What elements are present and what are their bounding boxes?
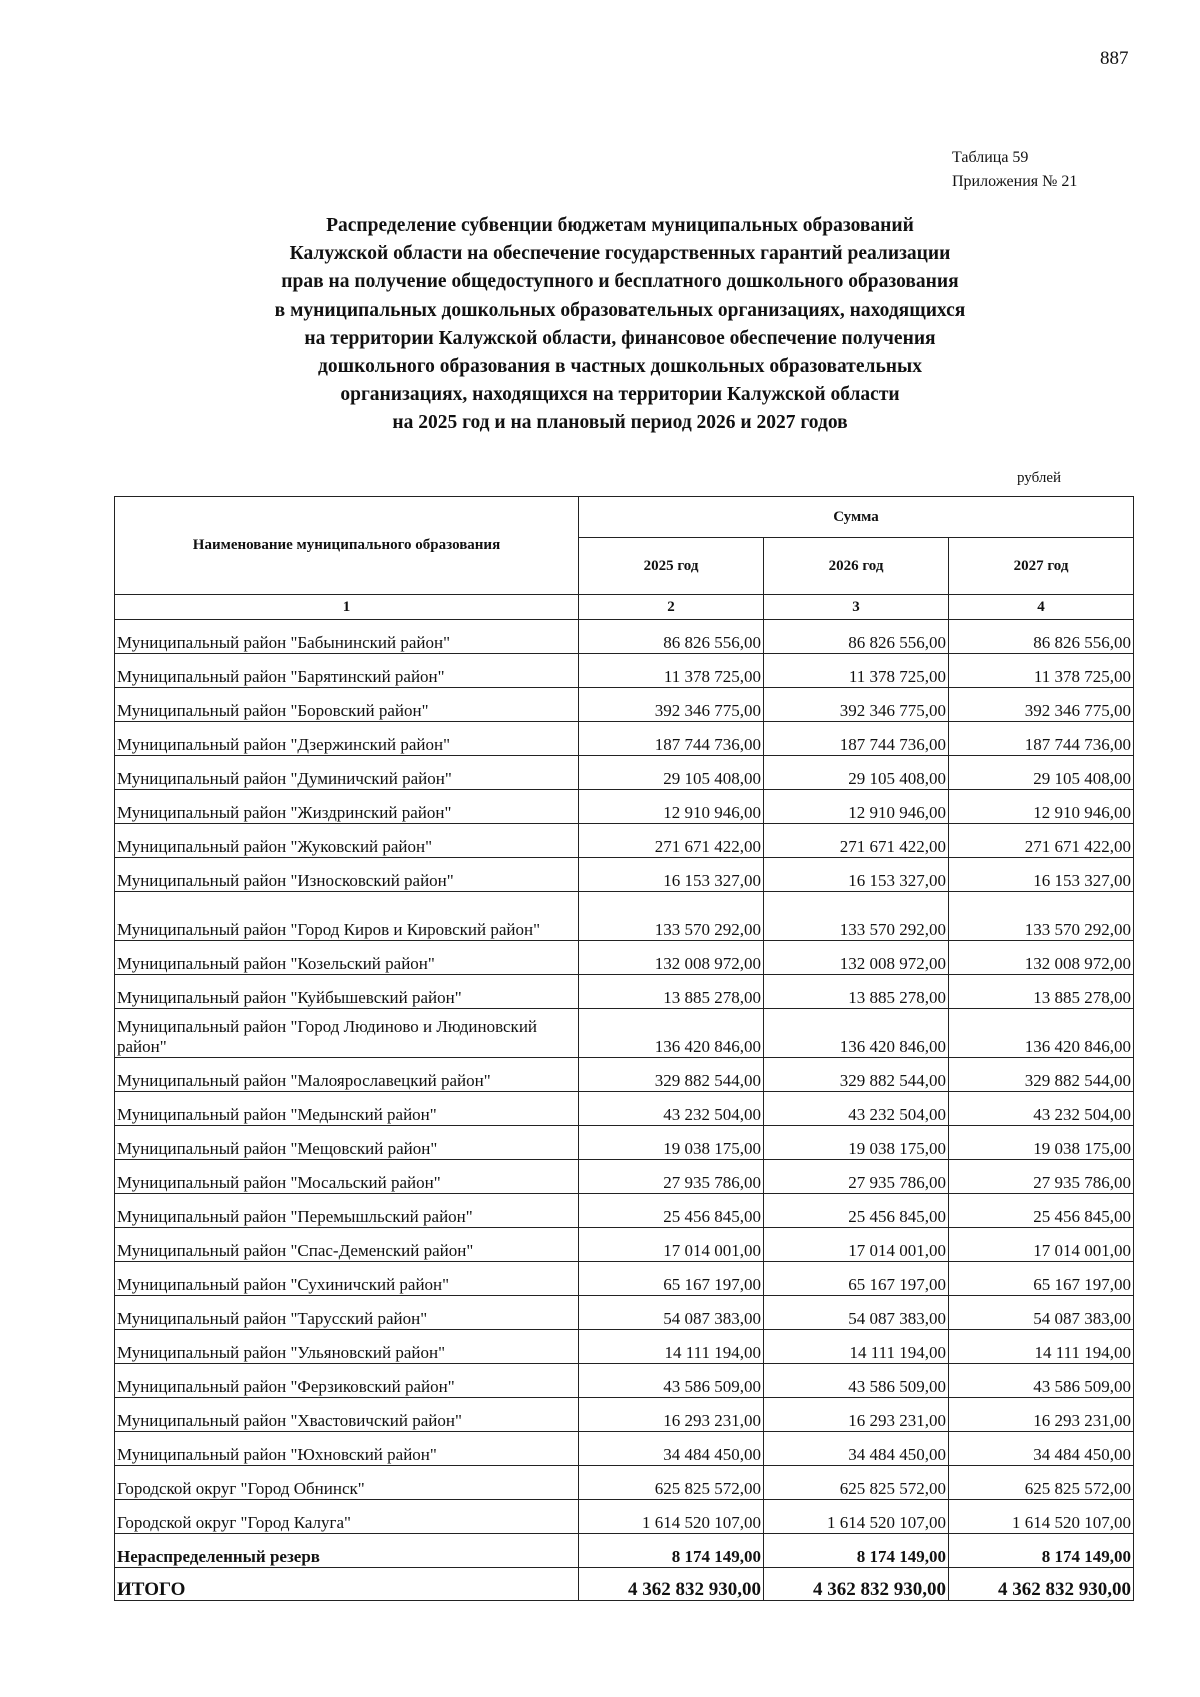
municipality-name: Муниципальный район "Юхновский район" <box>115 1432 579 1466</box>
table-row <box>115 1228 1134 1262</box>
municipality-name: Муниципальный район "Хвастовичский район" <box>115 1398 579 1432</box>
value-2025: 329 882 544,00 <box>579 1058 764 1092</box>
value-2026: 29 105 408,00 <box>764 756 949 790</box>
municipality-name: Муниципальный район "Город Киров и Кировский район" <box>115 892 579 941</box>
value-2025: 14 111 194,00 <box>579 1330 764 1364</box>
title-line: на территории Калужской области, финансовое обеспечение получения <box>304 327 936 349</box>
value-2025: 43 586 509,00 <box>579 1364 764 1398</box>
title-line: Калужской области на обеспечение государственных гарантий реализации <box>289 243 951 265</box>
value-2027: 16 153 327,00 <box>949 858 1134 892</box>
table-row <box>115 1330 1134 1364</box>
table-body <box>115 620 1134 1601</box>
header-sum: Сумма <box>579 497 1134 538</box>
municipality-name: Муниципальный район "Мещовский район" <box>115 1126 579 1160</box>
value-2027: 187 744 736,00 <box>949 722 1134 756</box>
value-2025: 1 614 520 107,00 <box>579 1500 764 1534</box>
table-number: Таблица 59 <box>952 149 1029 166</box>
value-2027: 136 420 846,00 <box>949 1009 1134 1058</box>
title-line: на 2025 год и на плановый период 2026 и 2027 годов <box>392 412 848 434</box>
value-2026: 25 456 845,00 <box>764 1194 949 1228</box>
value-2026: 14 111 194,00 <box>764 1330 949 1364</box>
value-2026: 625 825 572,00 <box>764 1466 949 1500</box>
value-2025: 54 087 383,00 <box>579 1296 764 1330</box>
value-2026: 65 167 197,00 <box>764 1262 949 1296</box>
value-2025: 392 346 775,00 <box>579 688 764 722</box>
value-2025: 13 885 278,00 <box>579 975 764 1009</box>
value-2025: 4 362 832 930,00 <box>579 1568 764 1601</box>
table-row <box>115 1194 1134 1228</box>
column-number: 3 <box>764 595 949 620</box>
title-line: в муниципальных дошкольных образовательных организациях, находящихся <box>274 299 966 321</box>
value-2026: 17 014 001,00 <box>764 1228 949 1262</box>
municipality-name: Муниципальный район "Медынский район" <box>115 1092 579 1126</box>
value-2026: 12 910 946,00 <box>764 790 949 824</box>
municipality-name: Муниципальный район "Бабынинский район" <box>115 620 579 654</box>
value-2026: 19 038 175,00 <box>764 1126 949 1160</box>
municipality-name: Муниципальный район "Ульяновский район" <box>115 1330 579 1364</box>
column-number: 4 <box>949 595 1134 620</box>
municipality-name: Муниципальный район "Сухиничский район" <box>115 1262 579 1296</box>
value-2025: 16 153 327,00 <box>579 858 764 892</box>
table-row <box>115 824 1134 858</box>
value-2027: 43 586 509,00 <box>949 1364 1134 1398</box>
value-2026: 133 570 292,00 <box>764 892 949 941</box>
value-2027: 13 885 278,00 <box>949 975 1134 1009</box>
value-2026: 392 346 775,00 <box>764 688 949 722</box>
value-2025: 86 826 556,00 <box>579 620 764 654</box>
column-number: 1 <box>115 595 579 620</box>
value-2025: 25 456 845,00 <box>579 1194 764 1228</box>
value-2027: 14 111 194,00 <box>949 1330 1134 1364</box>
municipality-name: Муниципальный район "Тарусский район" <box>115 1296 579 1330</box>
page-number: 887 <box>1100 48 1129 69</box>
value-2027: 29 105 408,00 <box>949 756 1134 790</box>
value-2025: 12 910 946,00 <box>579 790 764 824</box>
value-2027: 329 882 544,00 <box>949 1058 1134 1092</box>
value-2027: 86 826 556,00 <box>949 620 1134 654</box>
value-2026: 16 153 327,00 <box>764 858 949 892</box>
appendix-number: Приложения № 21 <box>952 173 1078 190</box>
column-number: 2 <box>579 595 764 620</box>
value-2027: 625 825 572,00 <box>949 1466 1134 1500</box>
value-2026: 43 586 509,00 <box>764 1364 949 1398</box>
value-2026: 86 826 556,00 <box>764 620 949 654</box>
value-2027: 54 087 383,00 <box>949 1296 1134 1330</box>
value-2025: 133 570 292,00 <box>579 892 764 941</box>
value-2027: 133 570 292,00 <box>949 892 1134 941</box>
municipality-name: Городской округ "Город Обнинск" <box>115 1466 579 1500</box>
value-2026: 187 744 736,00 <box>764 722 949 756</box>
units-label: рублей <box>1017 470 1062 486</box>
value-2027: 17 014 001,00 <box>949 1228 1134 1262</box>
table-row <box>115 858 1134 892</box>
value-2026: 271 671 422,00 <box>764 824 949 858</box>
table-row <box>115 1160 1134 1194</box>
value-2026: 4 362 832 930,00 <box>764 1568 949 1601</box>
value-2025: 8 174 149,00 <box>579 1534 764 1568</box>
table-row <box>115 892 1134 941</box>
table-row <box>115 1534 1134 1568</box>
table-row <box>115 1500 1134 1534</box>
municipality-name: Муниципальный район "Жуковский район" <box>115 824 579 858</box>
municipality-name: Муниципальный район "Малоярославецкий район" <box>115 1058 579 1092</box>
value-2025: 11 378 725,00 <box>579 654 764 688</box>
value-2026: 8 174 149,00 <box>764 1534 949 1568</box>
value-2027: 25 456 845,00 <box>949 1194 1134 1228</box>
subvention-table <box>114 496 1134 1601</box>
value-2025: 625 825 572,00 <box>579 1466 764 1500</box>
municipality-name: Муниципальный район "Дзержинский район" <box>115 722 579 756</box>
municipality-name: Городской округ "Город Калуга" <box>115 1500 579 1534</box>
title-line: дошкольного образования в частных дошкольных образовательных <box>318 356 922 378</box>
value-2027: 11 378 725,00 <box>949 654 1134 688</box>
value-2025: 29 105 408,00 <box>579 756 764 790</box>
title-line: организациях, находящихся на территории Калужской области <box>340 384 900 406</box>
value-2026: 13 885 278,00 <box>764 975 949 1009</box>
municipality-name: Нераспределенный резерв <box>115 1534 579 1568</box>
value-2027: 34 484 450,00 <box>949 1432 1134 1466</box>
value-2027: 12 910 946,00 <box>949 790 1134 824</box>
value-2026: 132 008 972,00 <box>764 941 949 975</box>
value-2025: 17 014 001,00 <box>579 1228 764 1262</box>
value-2027: 65 167 197,00 <box>949 1262 1134 1296</box>
header-2026: 2026 год <box>764 538 949 595</box>
table-row <box>115 1126 1134 1160</box>
table-row <box>115 1058 1134 1092</box>
municipality-name: Муниципальный район "Спас-Деменский район" <box>115 1228 579 1262</box>
municipality-name: Муниципальный район "Думиничский район" <box>115 756 579 790</box>
table-row <box>115 756 1134 790</box>
table-row <box>115 1296 1134 1330</box>
table-row <box>115 1009 1134 1058</box>
municipality-name: Муниципальный район "Ферзиковский район" <box>115 1364 579 1398</box>
table-row <box>115 790 1134 824</box>
table-row <box>115 722 1134 756</box>
value-2025: 19 038 175,00 <box>579 1126 764 1160</box>
municipality-name: Муниципальный район "Боровский район" <box>115 688 579 722</box>
value-2025: 136 420 846,00 <box>579 1009 764 1058</box>
value-2025: 43 232 504,00 <box>579 1092 764 1126</box>
value-2026: 34 484 450,00 <box>764 1432 949 1466</box>
table-row <box>115 1432 1134 1466</box>
value-2025: 132 008 972,00 <box>579 941 764 975</box>
value-2025: 271 671 422,00 <box>579 824 764 858</box>
table-row <box>115 1568 1134 1601</box>
header-2027: 2027 год <box>949 538 1134 595</box>
value-2027: 8 174 149,00 <box>949 1534 1134 1568</box>
title-line: прав на получение общедоступного и бесплатного дошкольного образования <box>281 271 959 293</box>
municipality-name: ИТОГО <box>115 1568 579 1601</box>
municipality-name: Муниципальный район "Город Людиново и Людиновский район" <box>115 1009 579 1058</box>
table-row <box>115 1262 1134 1296</box>
title-line: Распределение субвенции бюджетам муниципальных образований <box>326 215 914 236</box>
municipality-name: Муниципальный район "Барятинский район" <box>115 654 579 688</box>
value-2027: 4 362 832 930,00 <box>949 1568 1134 1601</box>
value-2025: 27 935 786,00 <box>579 1160 764 1194</box>
value-2026: 1 614 520 107,00 <box>764 1500 949 1534</box>
value-2026: 27 935 786,00 <box>764 1160 949 1194</box>
table-row <box>115 1364 1134 1398</box>
value-2027: 16 293 231,00 <box>949 1398 1134 1432</box>
table-row <box>115 620 1134 654</box>
value-2025: 16 293 231,00 <box>579 1398 764 1432</box>
value-2025: 65 167 197,00 <box>579 1262 764 1296</box>
header-2025: 2025 год <box>579 538 764 595</box>
table-row <box>115 1092 1134 1126</box>
value-2025: 187 744 736,00 <box>579 722 764 756</box>
municipality-name: Муниципальный район "Перемышльский район" <box>115 1194 579 1228</box>
table-row <box>115 975 1134 1009</box>
value-2027: 392 346 775,00 <box>949 688 1134 722</box>
municipality-name: Муниципальный район "Куйбышевский район" <box>115 975 579 1009</box>
municipality-name: Муниципальный район "Козельский район" <box>115 941 579 975</box>
value-2026: 136 420 846,00 <box>764 1009 949 1058</box>
municipality-name: Муниципальный район "Износковский район" <box>115 858 579 892</box>
value-2026: 16 293 231,00 <box>764 1398 949 1432</box>
municipality-name: Муниципальный район "Мосальский район" <box>115 1160 579 1194</box>
value-2027: 1 614 520 107,00 <box>949 1500 1134 1534</box>
table-row <box>115 1466 1134 1500</box>
value-2026: 329 882 544,00 <box>764 1058 949 1092</box>
value-2027: 27 935 786,00 <box>949 1160 1134 1194</box>
document-title <box>170 212 1070 438</box>
value-2027: 19 038 175,00 <box>949 1126 1134 1160</box>
municipality-name: Муниципальный район "Жиздринский район" <box>115 790 579 824</box>
value-2026: 11 378 725,00 <box>764 654 949 688</box>
header-name: Наименование муниципального образования <box>115 497 579 595</box>
table-row <box>115 654 1134 688</box>
value-2026: 43 232 504,00 <box>764 1092 949 1126</box>
value-2027: 43 232 504,00 <box>949 1092 1134 1126</box>
table-row <box>115 688 1134 722</box>
value-2025: 34 484 450,00 <box>579 1432 764 1466</box>
table-reference <box>952 146 1077 194</box>
value-2027: 271 671 422,00 <box>949 824 1134 858</box>
value-2026: 54 087 383,00 <box>764 1296 949 1330</box>
table-row <box>115 1398 1134 1432</box>
table-row <box>115 941 1134 975</box>
value-2027: 132 008 972,00 <box>949 941 1134 975</box>
